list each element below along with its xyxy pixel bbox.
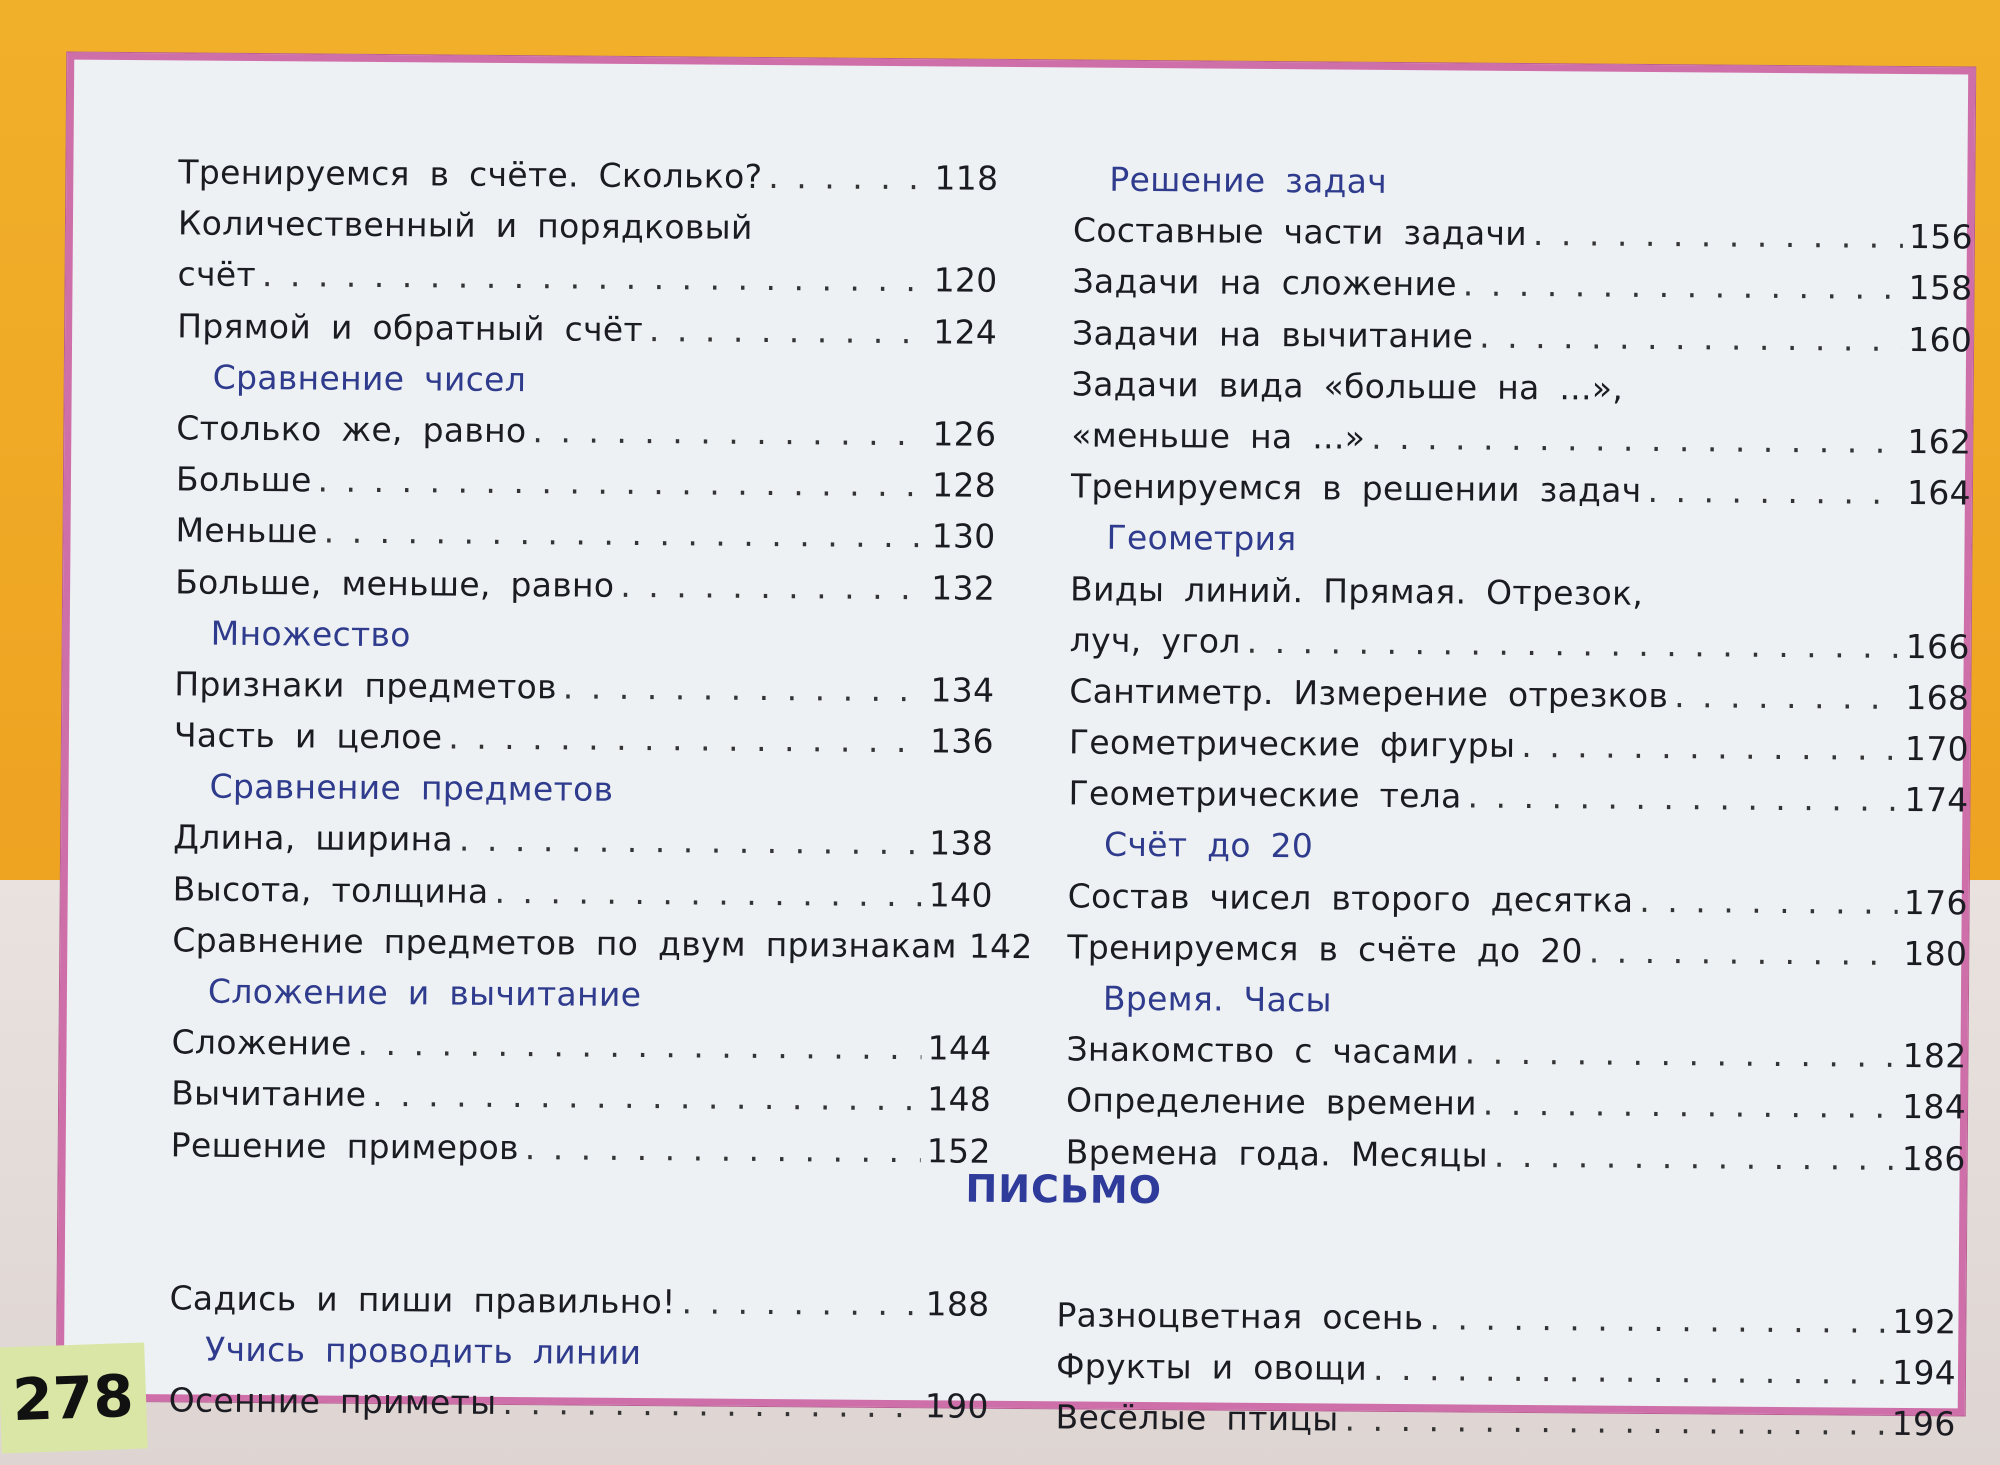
heading-label: Решение задач xyxy=(1109,159,1388,201)
dot-leader xyxy=(1649,604,1908,606)
toc-entry xyxy=(177,306,997,364)
dot-leader xyxy=(502,1383,919,1425)
toc-entry xyxy=(1066,1030,1966,1088)
heading-label: Счёт до 20 xyxy=(1103,825,1314,866)
entry-title: Составные части задачи xyxy=(1072,210,1528,254)
entry-page-number: 142 xyxy=(968,926,1033,966)
entry-page-number: 162 xyxy=(1907,421,1972,462)
entry-title: Разноцветная осень xyxy=(1056,1295,1424,1338)
toc-entry xyxy=(172,920,1033,978)
entry-title: луч, угол xyxy=(1069,620,1241,661)
dot-leader xyxy=(357,1024,921,1067)
toc-entry xyxy=(1071,467,1971,525)
entry-page-number: 170 xyxy=(1904,729,1970,769)
dot-leader xyxy=(1521,726,1899,768)
dot-leader xyxy=(620,565,925,606)
toc-entry xyxy=(178,204,998,262)
toc-section-heading xyxy=(1070,518,1970,576)
toc-entry xyxy=(171,1023,991,1081)
entry-page-number: 166 xyxy=(1905,626,1970,667)
dot-leader xyxy=(1467,777,1898,819)
entry-title: Времена года. Месяцы xyxy=(1065,1131,1489,1175)
entry-page-number: 136 xyxy=(929,721,995,761)
dot-leader xyxy=(1247,621,1900,665)
toc-entry xyxy=(177,255,997,313)
heading-label: Сложение и вычитание xyxy=(207,971,642,1015)
entry-page-number: 160 xyxy=(1908,319,1973,360)
dot-leader xyxy=(525,1128,921,1170)
entry-title: Геометрические тела xyxy=(1068,773,1462,816)
entry-title: Состав чисел второго десятка xyxy=(1067,876,1634,920)
toc-entry xyxy=(1066,1081,1966,1139)
entry-page-number: 194 xyxy=(1891,1353,1957,1393)
dot-leader xyxy=(1479,316,1902,358)
entry-title: Больше xyxy=(175,459,312,500)
entry-page-number: 140 xyxy=(928,874,993,915)
toc-entry xyxy=(169,1278,989,1336)
dot-leader xyxy=(317,461,926,505)
toc-entry xyxy=(1067,876,1967,934)
toc-entry xyxy=(1067,927,1967,985)
dot-leader xyxy=(1533,214,1903,256)
entry-title: Высота, толщина xyxy=(172,869,489,911)
dot-leader xyxy=(768,157,928,197)
dot-leader xyxy=(448,718,924,761)
toc-entry xyxy=(168,1381,988,1439)
toc-section-heading xyxy=(175,613,995,671)
toc-entry xyxy=(175,562,995,620)
entry-page-number: 186 xyxy=(1901,1138,1966,1179)
dot-leader xyxy=(1429,1298,1886,1341)
dot-leader xyxy=(1629,400,1910,402)
entry-title: Задачи на вычитание xyxy=(1072,312,1474,356)
page-number-badge: 278 xyxy=(0,1342,148,1453)
entry-title: Сантиметр. Измерение отрезков xyxy=(1069,671,1669,715)
dot-leader xyxy=(1463,265,1903,307)
entry-page-number: 158 xyxy=(1908,268,1973,308)
entry-title: Тренируемся в счёте. Сколько? xyxy=(178,152,763,196)
toc-entry xyxy=(176,408,996,466)
entry-page-number: 118 xyxy=(934,158,999,198)
entry-title: Виды линий. Прямая. Отрезок, xyxy=(1069,568,1644,613)
entry-title: Геометрические фигуры xyxy=(1068,722,1516,765)
toc-section-heading xyxy=(1073,159,1973,217)
toc-entry xyxy=(1065,1132,1965,1190)
toc-entry xyxy=(1072,313,1972,371)
toc-entry xyxy=(1068,774,1968,832)
toc-section-heading xyxy=(1067,978,1967,1036)
entry-title: счёт xyxy=(177,254,257,295)
entry-page-number: 192 xyxy=(1892,1301,1957,1342)
toc-right-column xyxy=(1065,159,1973,1190)
entry-page-number: 176 xyxy=(1903,882,1968,923)
dot-leader xyxy=(1483,1084,1897,1126)
entry-page-number: 164 xyxy=(1906,473,1972,513)
toc-entry xyxy=(1055,1398,1955,1456)
dot-leader xyxy=(372,1075,921,1118)
entry-title: Садись и пиши правильно! xyxy=(169,1278,676,1322)
toc-entry xyxy=(1069,620,1969,678)
entry-title: Фрукты и овощи xyxy=(1055,1346,1368,1388)
heading-label: Геометрия xyxy=(1106,518,1297,559)
heading-label: Учись проводить линии xyxy=(204,1329,642,1373)
entry-page-number: 130 xyxy=(931,516,996,557)
entry-title: Часть и целое xyxy=(173,715,443,757)
entry-page-number: 190 xyxy=(924,1386,989,1427)
dot-leader xyxy=(459,820,924,863)
entry-title: Сложение xyxy=(171,1022,352,1063)
entry-title: Решение примеров xyxy=(170,1124,519,1167)
toc-section-heading xyxy=(169,1330,989,1388)
entry-page-number: 128 xyxy=(931,465,997,505)
entry-page-number: 168 xyxy=(1905,677,1970,718)
dot-leader xyxy=(1465,1033,1897,1075)
toc-right-bottom-column xyxy=(1055,1295,1956,1456)
entry-page-number: 134 xyxy=(930,670,995,710)
heading-label: Сравнение чисел xyxy=(212,357,527,399)
dot-leader xyxy=(1647,471,1901,512)
dot-leader xyxy=(494,872,923,914)
dot-leader xyxy=(759,239,936,240)
entry-title: Определение времени xyxy=(1065,1080,1478,1124)
entry-page-number: 120 xyxy=(933,260,998,301)
toc-entry xyxy=(1056,1295,1956,1353)
dot-leader xyxy=(649,310,928,351)
entry-title: Задачи вида «больше на ...», xyxy=(1071,364,1624,408)
entry-title: Весёлые птицы xyxy=(1055,1397,1339,1439)
toc-entry xyxy=(173,869,993,927)
entry-title: Осенние приметы xyxy=(168,1380,497,1423)
toc-entry xyxy=(1070,569,1970,627)
entry-title: Вычитание xyxy=(170,1073,367,1115)
toc-section-heading xyxy=(172,971,992,1029)
entry-page-number: 182 xyxy=(1902,1036,1967,1076)
toc-left-bottom-column xyxy=(168,1278,989,1438)
dot-leader xyxy=(324,512,926,556)
dot-leader xyxy=(681,1282,919,1323)
heading-label: Множество xyxy=(210,613,411,654)
entry-page-number: 132 xyxy=(931,567,996,608)
entry-title: Сравнение предметов по двум признакам xyxy=(172,920,957,966)
dot-leader xyxy=(1639,881,1898,922)
toc-entry xyxy=(1069,722,1969,780)
entry-title: Тренируемся в решении задач xyxy=(1070,466,1642,511)
toc-entry xyxy=(175,511,995,569)
entry-title: Длина, ширина xyxy=(173,817,454,860)
toc-section-heading xyxy=(173,767,993,825)
entry-page-number: 144 xyxy=(927,1028,992,1069)
entry-title: Знакомство с часами xyxy=(1066,1029,1459,1072)
toc-section-heading xyxy=(177,357,997,415)
toc-section-heading xyxy=(1068,825,1968,883)
entry-title: Тренируемся в счёте до 20 xyxy=(1067,927,1583,971)
toc-entry xyxy=(1069,671,1969,729)
entry-page-number: 124 xyxy=(933,311,998,352)
toc-entry xyxy=(174,715,994,773)
toc-entry xyxy=(171,1125,991,1183)
entry-title: Задачи на сложение xyxy=(1072,261,1458,304)
dot-leader xyxy=(1494,1135,1896,1177)
toc-entry xyxy=(173,818,993,876)
toc-entry xyxy=(1072,262,1972,320)
dot-leader xyxy=(1589,931,1898,972)
entry-page-number: 148 xyxy=(927,1079,992,1120)
entry-page-number: 152 xyxy=(926,1130,991,1171)
toc-entry xyxy=(1056,1347,1956,1405)
toc-entry xyxy=(1073,211,1973,269)
dot-leader xyxy=(563,667,925,709)
entry-page-number: 184 xyxy=(1902,1087,1967,1127)
dot-leader xyxy=(262,255,928,299)
entry-page-number: 180 xyxy=(1903,933,1968,974)
entry-title: Меньше xyxy=(175,510,318,551)
entry-page-number: 174 xyxy=(1904,780,1969,820)
toc-left-column xyxy=(170,152,1033,1182)
toc-entry xyxy=(171,1074,991,1132)
entry-title: Столько же, равно xyxy=(176,408,527,451)
entry-page-number: 156 xyxy=(1908,217,1974,257)
dot-leader xyxy=(1674,676,1900,717)
toc-entry xyxy=(1072,364,1972,422)
entry-title: Признаки предметов xyxy=(174,664,558,707)
heading-label: Сравнение предметов xyxy=(209,766,614,810)
entry-title: Больше, меньше, равно xyxy=(175,561,615,605)
toc-entry xyxy=(174,664,994,722)
toc-entry xyxy=(1071,415,1971,473)
entry-title: Прямой и обратный счёт xyxy=(177,305,644,349)
dot-leader xyxy=(1373,1349,1886,1392)
dot-leader xyxy=(1371,418,1902,461)
entry-page-number: 196 xyxy=(1891,1404,1956,1444)
toc-entry xyxy=(176,460,996,518)
entry-page-number: 188 xyxy=(925,1284,990,1324)
entry-title: Количественный и порядковый xyxy=(177,203,753,248)
entry-title: «меньше на ...» xyxy=(1071,415,1366,457)
heading-label: Время. Часы xyxy=(1102,978,1333,1020)
toc-entry xyxy=(178,152,998,210)
section-title: ПИСЬМО xyxy=(965,1166,1163,1213)
entry-page-number: 138 xyxy=(929,823,994,864)
dot-leader xyxy=(532,411,926,453)
dot-leader xyxy=(1344,1400,1885,1443)
entry-page-number: 126 xyxy=(932,414,997,454)
